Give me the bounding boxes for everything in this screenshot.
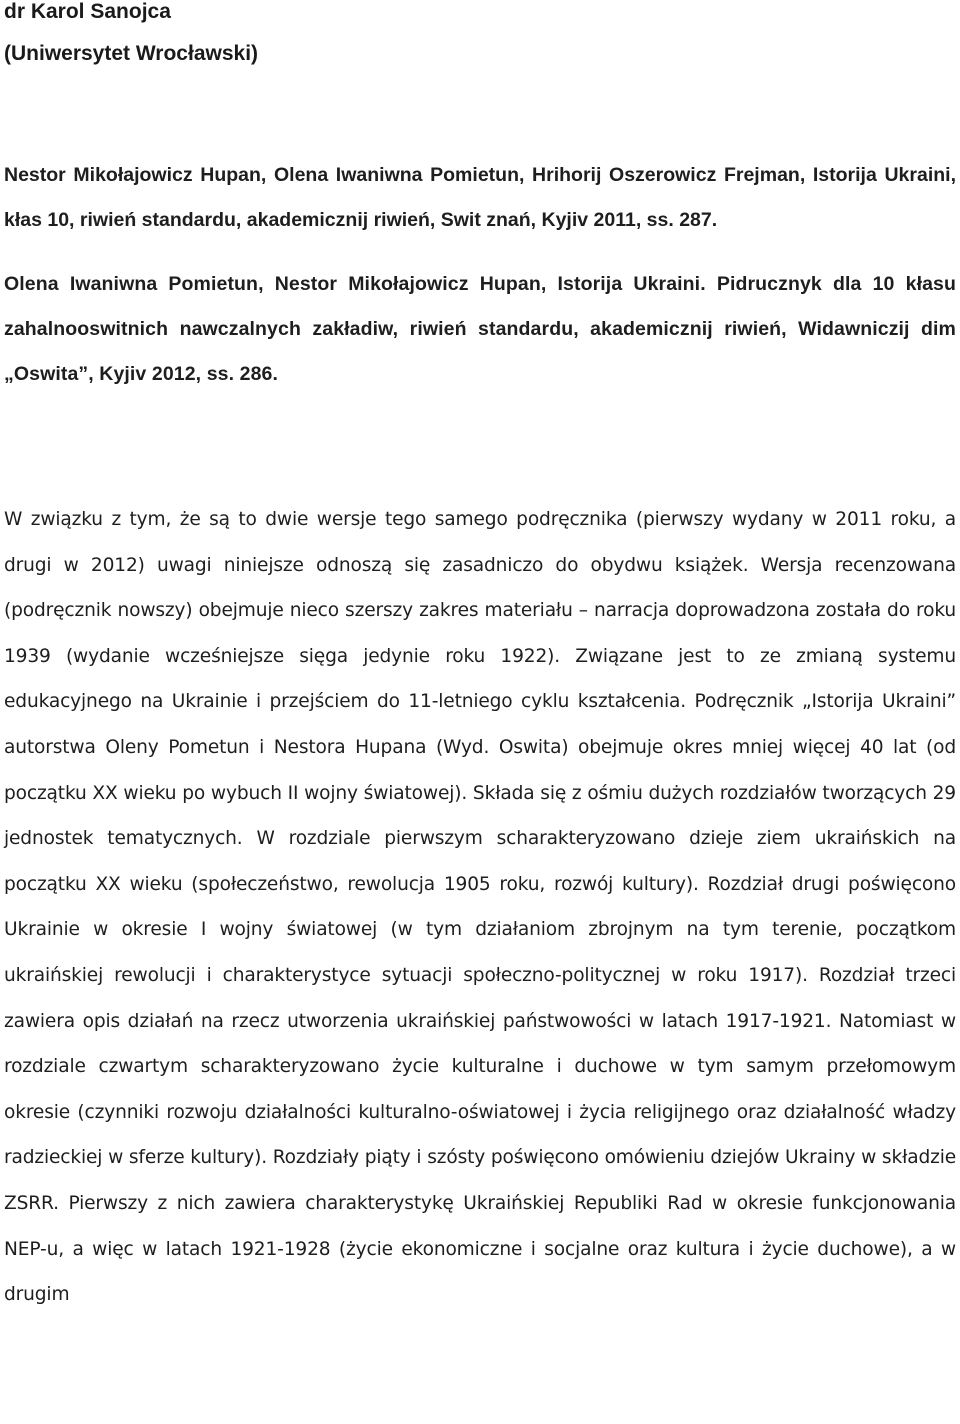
document-page: [4, 0, 956, 1318]
reference-citation-2012: Olena Iwaniwna Pomietun, Nestor Mikołajowicz Hupan, Istorija Ukraini. Pidrucznyk dla 10 kłasu zahalnooswitnich nawczalnych zakładiw, riwień standardu, akademicznij riwień, Widawniczij dim „Oswita”, Kyjiv 2012, ss. 286.: [4, 273, 956, 385]
author-affiliation: (Uniwersytet Wrocławski): [4, 42, 259, 65]
reference-citation-2011: Nestor Mikołajowicz Hupan, Olena Iwaniwna Pomietun, Hrihorij Oszerowicz Frejman, Istorija Ukraini, kłas 10, riwień standardu, akademicznij riwień, Swit znań, Kyjiv 2011, ss. 287.: [4, 164, 956, 231]
author-name: dr Karol Sanojca: [4, 0, 171, 23]
review-paragraph: W związku z tym, że są to dwie wersje tego samego podręcznika (pierwszy wydany w 2011 roku, a drugi w 2012) uwagi niniejsze odnoszą się zasadniczo do obydwu książek. Wersja recenzowana (podręcznik nowszy) obejmuje nieco szerszy zakres materiału – narracja doprowadzona została do roku 1939 (wydanie wcześniejsze sięga jedynie roku 1922). Związane jest to ze zmianą systemu edukacyjnego na Ukrainie i przejściem do 11-letniego cyklu kształcenia. Podręcznik „Istorija Ukraini” autorstwa Oleny Pometun i Nestora Hupana (Wyd. Oswita) obejmuje okres mniej więcej 40 lat (od początku XX wieku po wybuch II wojny światowej). Składa się z ośmiu dużych rozdziałów tworzących 29 jednostek tematycznych. W rozdziale pierwszym scharakteryzowano dzieje ziem ukraińskich na początku XX wieku (społeczeństwo, rewolucja 1905 roku, rozwój kultury). Rozdział drugi poświęcono Ukrainie w okresie I wojny światowej (w tym działaniom zbrojnym na tym terenie, początkom ukraińskiej rewolucji i charakterystyce sytuacji społeczno-politycznej w roku 1917). Rozdział trzeci zawiera opis działań na rzecz utworzenia ukraińskiej państwowości w latach 1917-1921. Natomiast w rozdziale czwartym scharakteryzowano życie kulturalne i duchowe w tym samym przełomowym okresie (czynniki rozwoju działalności kulturalno-oświatowej i życia religijnego oraz działalność władzy radzieckiej w sferze kultury). Rozdziały piąty i szósty poświęcono omówieniu dziejów Ukrainy w składzie ZSRR. Pierwszy z nich zawiera charakterystykę Ukraińskiej Republiki Rad w okresie funkcjonowania NEP-u, a więc w latach 1921-1928 (życie ekonomiczne i socjalne oraz kultura i życie duchowe), a w drugim: [4, 509, 957, 1306]
author-block: [4, 0, 956, 75]
